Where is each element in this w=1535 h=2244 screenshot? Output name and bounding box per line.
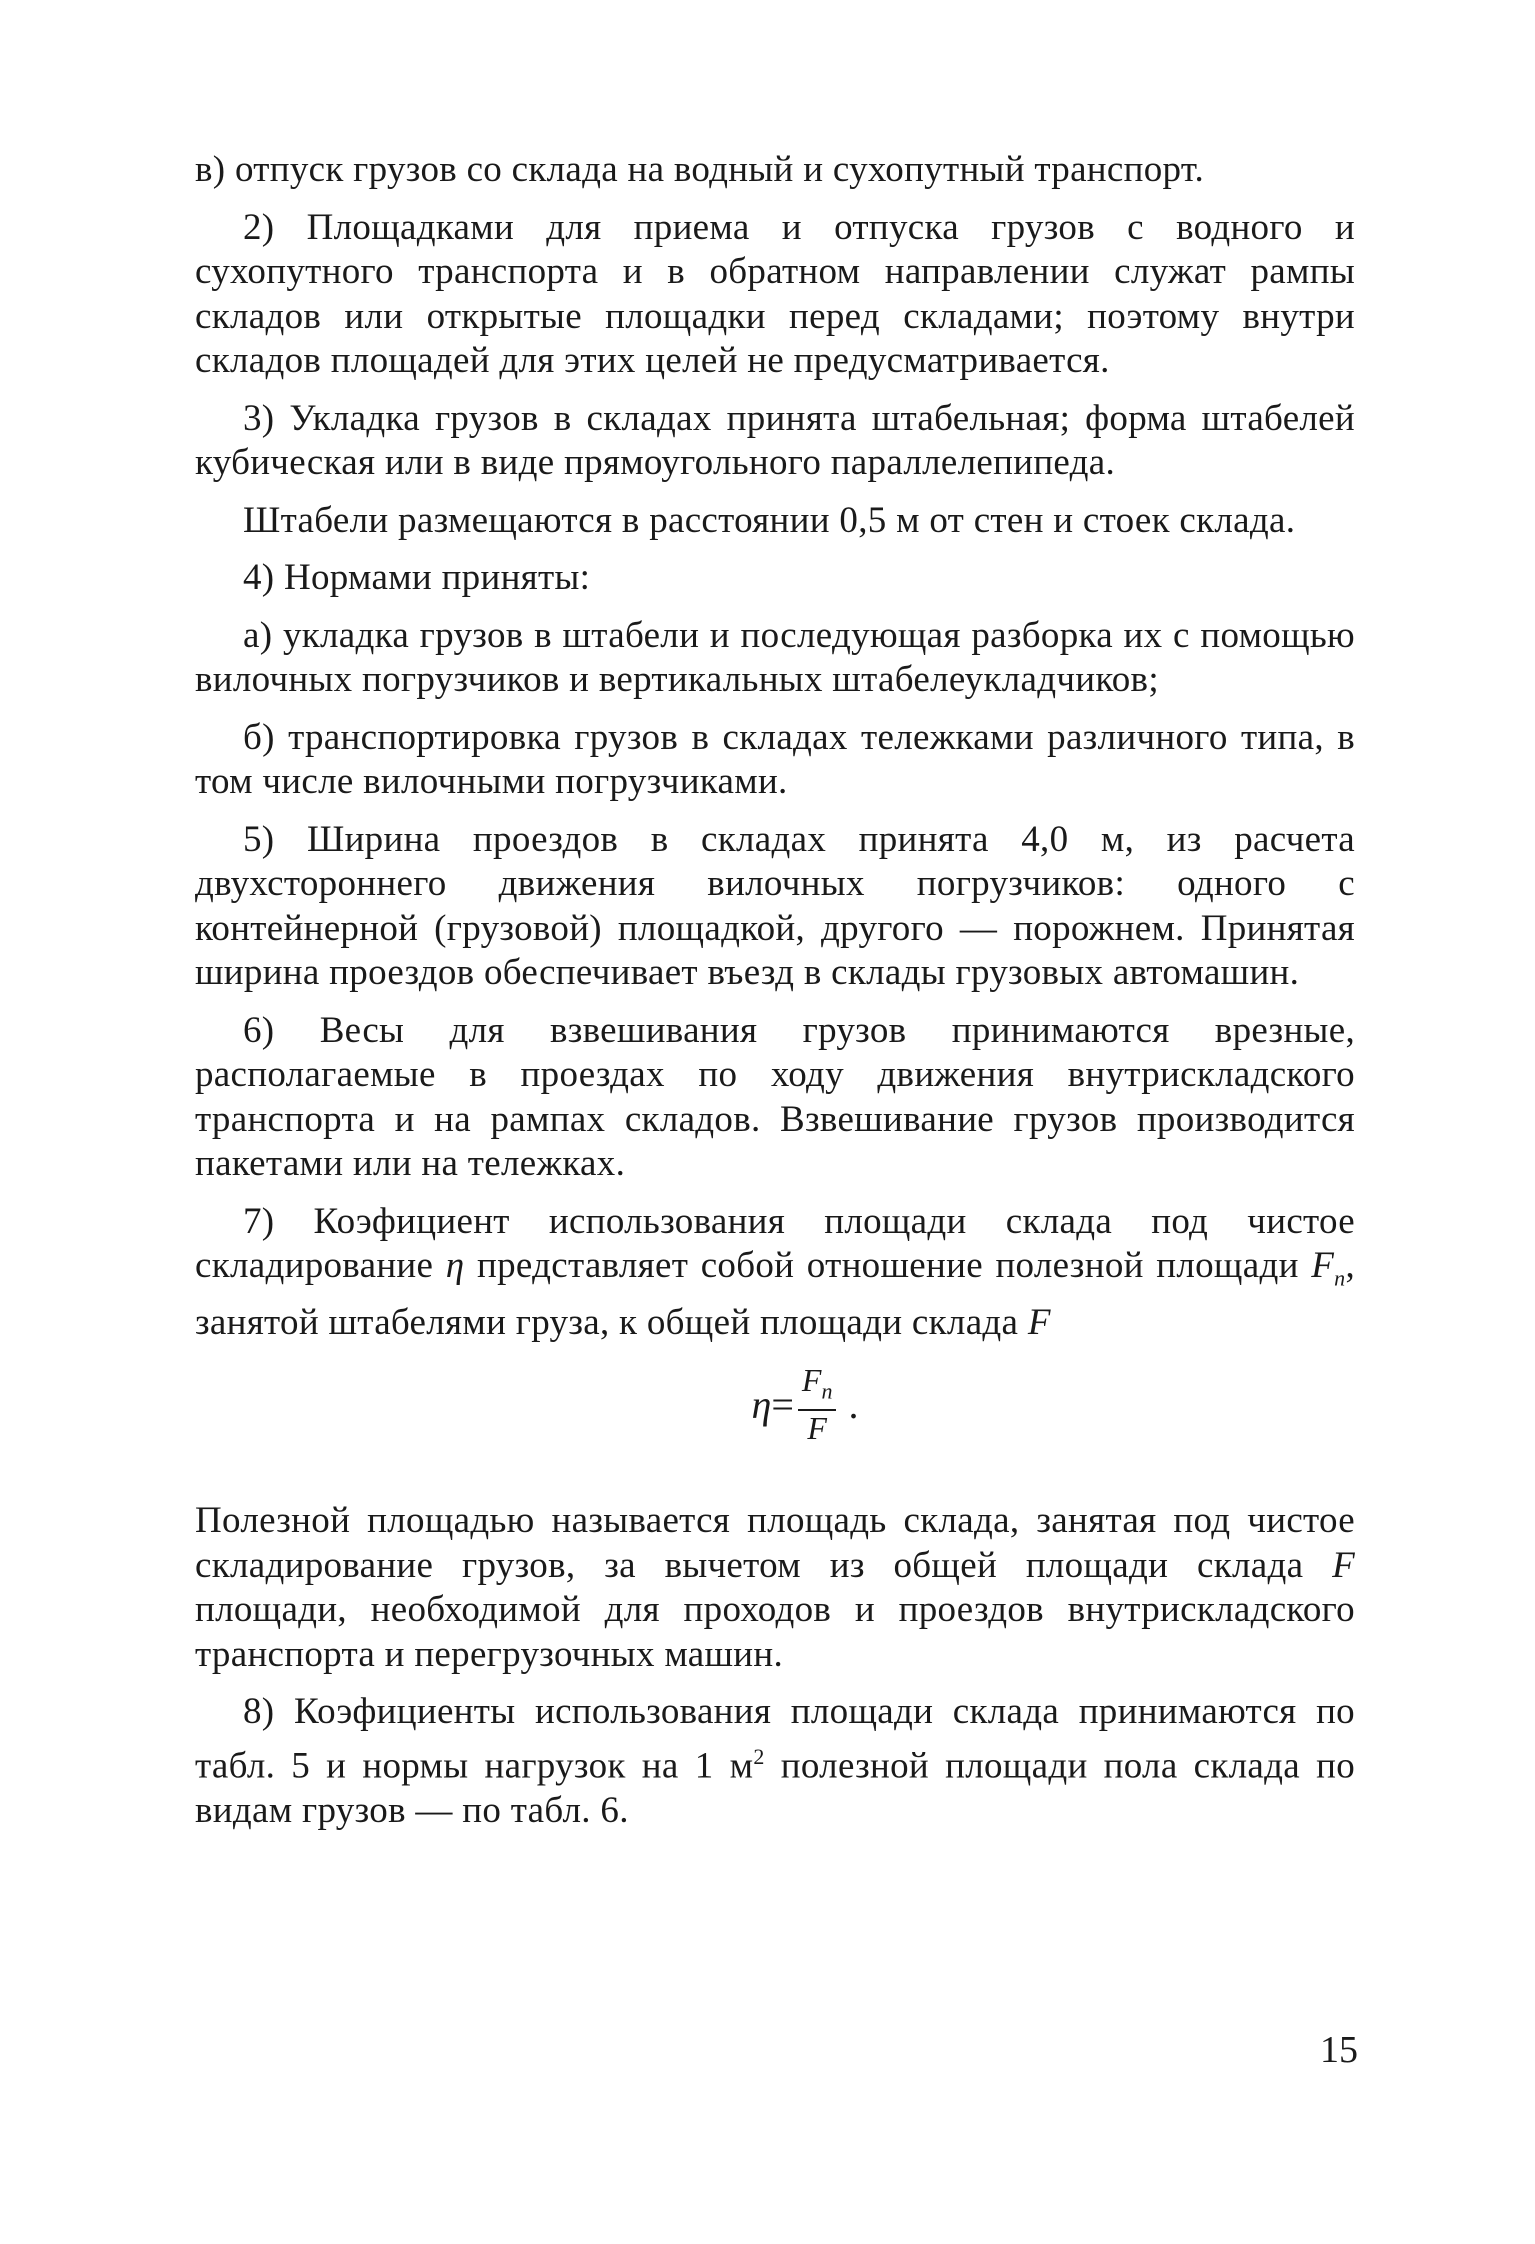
paragraph-useful-area xyxy=(195,1499,1355,1677)
p8-text-a: 8) Коэфициенты использования площади склада принимаются по табл. 5 и нормы нагрузок на 1 м xyxy=(195,1691,1355,1787)
paragraph-4a: а) укладка грузов в штабели и последующая разборка их с помощью вилочных погрузчиков и вертикальных штабелеукладчиков; xyxy=(195,614,1355,700)
eta-symbol: η xyxy=(445,1245,465,1286)
formula-numerator xyxy=(798,1363,837,1410)
paragraph-6: 6) Весы для взвешивания грузов принимаются врезные, располагаемые в проездах по ходу движения внутрискладского транспорта и на рампах складов. Взвешивание грузов производится пакетами или на тележках. xyxy=(195,1009,1355,1184)
efficiency-formula xyxy=(195,1363,1355,1473)
page-body xyxy=(195,148,1355,1846)
numerator-subscript: n xyxy=(821,1378,833,1404)
paragraph-2: 2) Площадками для приема и отпуска грузов с водного и сухопутного транспорта и в обратном направлении служат рампы складов или открытые площадки перед складами; поэтому внутри складов площадей для этих целей не предусматривается. xyxy=(195,206,1355,381)
paragraph-3: 3) Укладка грузов в складах принята штабельная; форма штабелей кубическая или в виде прямоугольного параллелепипеда. xyxy=(195,397,1355,483)
formula-fraction xyxy=(798,1363,837,1444)
page-number: 15 xyxy=(1320,2029,1358,2071)
paragraph-5: 5) Ширина проездов в складах принята 4,0 м, из расчета двухстороннего движения вилочных погрузчиков: одного с контейнерной (грузовой) площадкой, другого — порожнем. Принятая ширина проездов обеспечивает въезд в склады грузовых автомашин. xyxy=(195,818,1355,993)
f-symbol: F xyxy=(1027,1301,1051,1343)
f-symbol-2: F xyxy=(1332,1544,1355,1586)
p7-text-c: , занятой штабелями груза, к общей площади склада xyxy=(195,1245,1355,1343)
p8-text-b: полезной площади пола склада по видам грузов — по табл. 6. xyxy=(195,1745,1355,1831)
formula-lhs: η xyxy=(751,1381,772,1427)
paragraph-8 xyxy=(195,1690,1355,1833)
formula-denominator: F xyxy=(807,1409,827,1446)
paragraph-7 xyxy=(195,1200,1355,1346)
p11-text-a: Полезной площадью называется площадь склада, занятая под чистое складирование грузов, за вычетом из общей площади склада xyxy=(195,1500,1355,1586)
p11-text-b: площади, необходимой для проходов и проездов внутрискладского транспорта и перегрузочных машин. xyxy=(195,1589,1355,1675)
numerator-letter: F xyxy=(801,1362,822,1399)
formula-tail: . xyxy=(848,1381,859,1427)
fn-subscript: п xyxy=(1334,1265,1346,1291)
paragraph-4b: б) транспортировка грузов в складах тележками различного типа, в том числе вилочными погрузчиками. xyxy=(195,716,1355,802)
paragraph-stacks-distance: Штабели размещаются в расстоянии 0,5 м от стен и стоек склада. xyxy=(243,499,1296,541)
p7-text-a: 7) Коэфициент использования площади склада под чистое складирование xyxy=(195,1200,1355,1286)
fn-symbol: F xyxy=(1311,1245,1335,1286)
formula-equals: = xyxy=(771,1381,794,1427)
square-superscript: 2 xyxy=(753,1743,765,1769)
p7-text-b: представляет собой отношение полезной площади xyxy=(464,1245,1312,1286)
paragraph-item-v: в) отпуск грузов со склада на водный и сухопутный транспорт. xyxy=(195,149,1205,190)
paragraph-4: 4) Нормами приняты: xyxy=(243,557,591,598)
